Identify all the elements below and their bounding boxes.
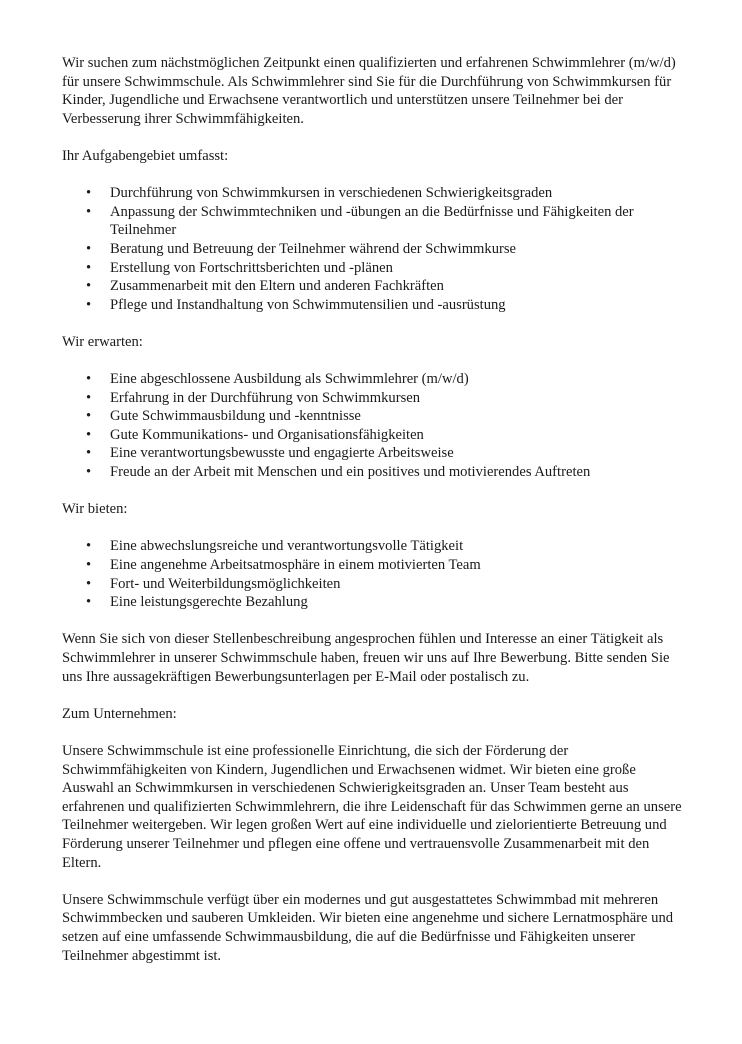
tasks-list: [62, 184, 682, 314]
list-item: • Gute Kommunikations- und Organisationsfähigkeiten: [110, 426, 682, 445]
document-page: [62, 54, 682, 984]
list-item: • Freude an der Arbeit mit Menschen und ein positives und motivierendes Auftreten: [110, 463, 682, 482]
list-item: • Gute Schwimmausbildung und -kenntnisse: [110, 407, 682, 426]
list-item: • Erstellung von Fortschrittsberichten und -plänen: [110, 259, 682, 278]
list-item: • Erfahrung in der Durchführung von Schwimmkursen: [110, 389, 682, 408]
expectations-list: [62, 370, 682, 482]
list-item: • Pflege und Instandhaltung von Schwimmutensilien und -ausrüstung: [110, 296, 682, 315]
tasks-heading: Ihr Aufgabengebiet umfasst:: [62, 147, 229, 164]
expectations-heading: Wir erwarten:: [62, 333, 143, 350]
list-item: • Anpassung der Schwimmtechniken und -übungen an die Bedürfnisse und Fähigkeiten der Teilnehmer: [110, 203, 682, 240]
list-item: • Eine angenehme Arbeitsatmosphäre in einem motivierten Team: [110, 556, 682, 575]
company-paragraph-2: Unsere Schwimmschule verfügt über ein modernes und gut ausgestattetes Schwimmbad mit mehreren Schwimmbecken und sauberen Umkleiden. Wir bieten eine angenehme und sichere Lernatmosphäre und setzen auf eine umfassende Schwimmausbildung, die auf die Bedürfnisse und Fähigkeiten unserer Teilnehmer abgestimmt ist.: [62, 891, 674, 964]
company-paragraph-1: Unsere Schwimmschule ist eine professionelle Einrichtung, die sich der Förderung der Schwimmfähigkeiten von Kindern, Jugendlichen und Erwachsenen widmet. Wir bieten eine große Auswahl an Schwimmkursen in verschiedenen Schwierigkeitsgraden an. Unser Team besteht aus erfahrenen und qualifizierten Schwimmlehrern, die ihre Leidenschaft für das Schwimmen gerne an unsere Teilnehmer weitergeben. Wir legen großen Wert auf eine individuelle und zielorientierte Betreuung und Förderung unserer Teilnehmer und pflegen eine offene und vertrauensvolle Zusammenarbeit mit den Eltern.: [62, 742, 682, 871]
company-heading: Zum Unternehmen:: [62, 705, 177, 722]
intro-paragraph: Wir suchen zum nächstmöglichen Zeitpunkt einen qualifizierten und erfahrenen Schwimmlehrer (m/w/d) für unsere Schwimmschule. Als Schwimmlehrer sind Sie für die Durchführung von Schwimmkursen für Kinder, Jugendliche und Erwachsene verantwortlich und unterstützen unsere Teilnehmer bei der Verbesserung ihrer Schwimmfähigkeiten.: [62, 55, 676, 127]
application-paragraph: Wenn Sie sich von dieser Stellenbeschreibung angesprochen fühlen und Interesse an einer Tätigkeit als Schwimmlehrer in unserer Schwimmschule haben, freuen wir uns auf Ihre Bewerbung. Bitte senden Sie uns Ihre aussagekräftigen Bewerbungsunterlagen per E-Mail oder postalisch zu.: [62, 631, 670, 685]
list-item: • Eine leistungsgerechte Bezahlung: [110, 593, 682, 612]
list-item: • Eine abwechslungsreiche und verantwortungsvolle Tätigkeit: [110, 537, 682, 556]
list-item: • Durchführung von Schwimmkursen in verschiedenen Schwierigkeitsgraden: [110, 184, 682, 203]
offers-list: [62, 537, 682, 611]
list-item: • Beratung und Betreuung der Teilnehmer während der Schwimmkurse: [110, 240, 682, 259]
list-item: • Eine abgeschlossene Ausbildung als Schwimmlehrer (m/w/d): [110, 370, 682, 389]
list-item: • Eine verantwortungsbewusste und engagierte Arbeitsweise: [110, 444, 682, 463]
list-item: • Zusammenarbeit mit den Eltern und anderen Fachkräften: [110, 277, 682, 296]
list-item: • Fort- und Weiterbildungsmöglichkeiten: [110, 575, 682, 594]
offers-heading: Wir bieten:: [62, 501, 128, 518]
